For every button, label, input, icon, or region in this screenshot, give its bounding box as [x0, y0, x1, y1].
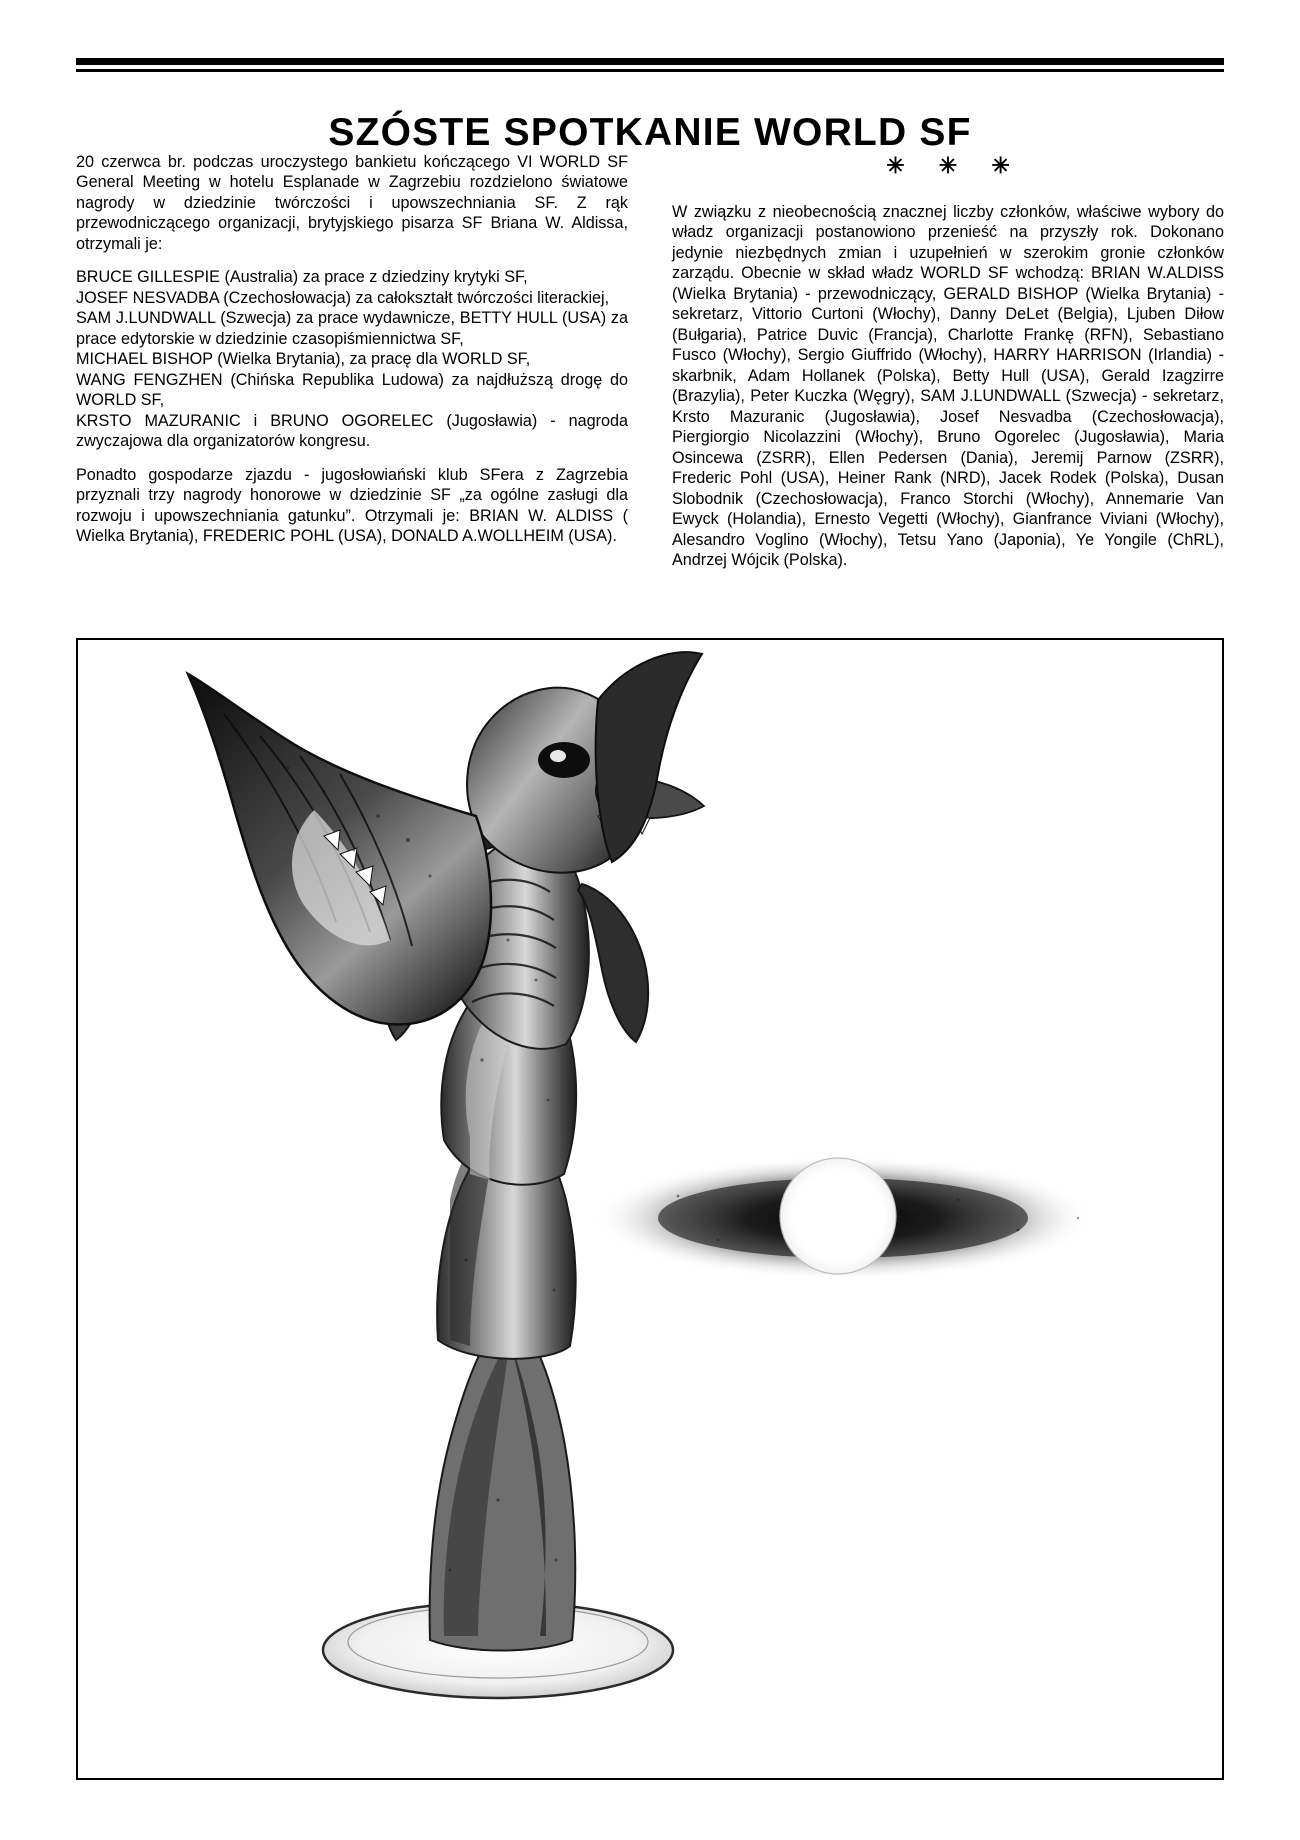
- section-separator-glyph: ✳ ✳ ✳: [886, 153, 1024, 178]
- alien-creature-illustration: [78, 640, 1222, 1778]
- award-bishop: MICHAEL BISHOP (Wielka Brytania), za pracę dla WORLD SF,: [76, 350, 531, 369]
- award-gillespie: BRUCE GILLESPIE (Australia) za prace z dziedziny krytyki SF,: [76, 268, 528, 287]
- page-title: SZÓSTE SPOTKANIE WORLD SF: [328, 111, 972, 155]
- paragraph-intro: 20 czerwca br. podczas uroczystego bankietu kończącego VI WORLD SF General Meeting w hotelu Esplanade w Zagrzebiu rozdzielono światowe nagrody w dziedzinie twórczości i upowszechniania SF. Z rąk przewodniczącego organizacji, brytyjskiego pisarza SF Briana W. Aldissa, otrzymali je:: [76, 153, 628, 253]
- award-lundwall-hull: SAM J.LUNDWALL (Szwecja) za prace wydawnicze, BETTY HULL (USA) za prace edytorskie w dziedzinie czasopiśmiennictwa SF,: [76, 309, 628, 348]
- award-mazuranic-ogorelec: KRSTO MAZURANIC i BRUNO OGORELEC (Jugosławia) - nagroda zwyczajowa dla organizatorów kongresu.: [76, 411, 628, 451]
- illustration-frame: [76, 638, 1224, 1780]
- divider-thin-line: [76, 69, 1224, 72]
- left-column: [76, 152, 628, 584]
- award-wang-fengzhen: WANG FENGZHEN (Chińska Republika Ludowa) za najdłuższą drogę do WORLD SF,: [76, 370, 628, 410]
- creature-eye: [538, 742, 590, 778]
- right-column: [672, 152, 1224, 584]
- award-nesvadba: JOSEF NESVADBA (Czechosłowacja) za całokształt twórczości literackiej,: [76, 288, 610, 307]
- header-divider: [76, 58, 1224, 72]
- divider-thick-line: [76, 58, 1224, 65]
- article-columns: [76, 152, 1224, 584]
- paragraph-honorary-awards: Ponadto gospodarze zjazdu - jugosłowiański klub SFera z Zagrzebia przyznali trzy nagrody honorowe w dziedzinie SF „za ogólne zasługi dla rozwoju i upowszechniania gatunku”. Otrzymali je: BRIAN W. ALDISS ( Wielka Brytania), FREDERIC POHL (USA), DONALD A.WOLLHEIM (USA).: [76, 465, 628, 546]
- paragraph-board-members: W związku z nieobecnością znacznej liczby członków, właściwe wybory do władz organizacji postanowiono przenieść na przyszły rok. Dokonano jedynie niezbędnych zmian i uzupełnień w szerokim gronie członków zarządu. Obecnie w skład władz WORLD SF wchodzą: BRIAN W.ALDISS (Wielka Brytania) - przewodniczący, GERALD BISHOP (Wielka Brytania) - sekretarz, Vittorio Curtoni (Włochy), Danny DeLet (Belgia), Ljuben Diłow (Bułgaria), Patrice Duvic (Francja), Charlotte Frankę (RFN), Sebastiano Fusco (Włochy), Sergio Giuffrido (Włochy), HARRY HARRISON (Irlandia) - skarbnik, Adam Hollanek (Polska), Betty Hull (USA), Gerald Izagzirre (Brazylia), Peter Kuczka (Węgry), SAM J.LUNDWALL (Szwecja) - sekretarz, Krsto Mazuranic (Jugosławia), Josef Nesvadba (Czechosłowacja), Piergiorgio Nicolazzini (Włochy), Bruno Ogorelec (Jugosławia), Maria Osincewa (ZSRR), Ellen Pedersen (Dania), Jeremij Parnow (ZSRR), Frederic Pohl (USA), Heiner Rank (NRD), Jacek Rodek (Polska), Dusan Slobodnik (Czechosłowacja), Franco Storchi (Włochy), Annemarie Van Ewyck (Holandia), Ernesto Vegetti (Włochy), Gianfrance Viviani (Włochy), Alesandro Voglino (Włochy), Tetsu Yano (Japonia), Ye Yongile (ChRL), Andrzej Wójcik (Polska).: [672, 202, 1224, 570]
